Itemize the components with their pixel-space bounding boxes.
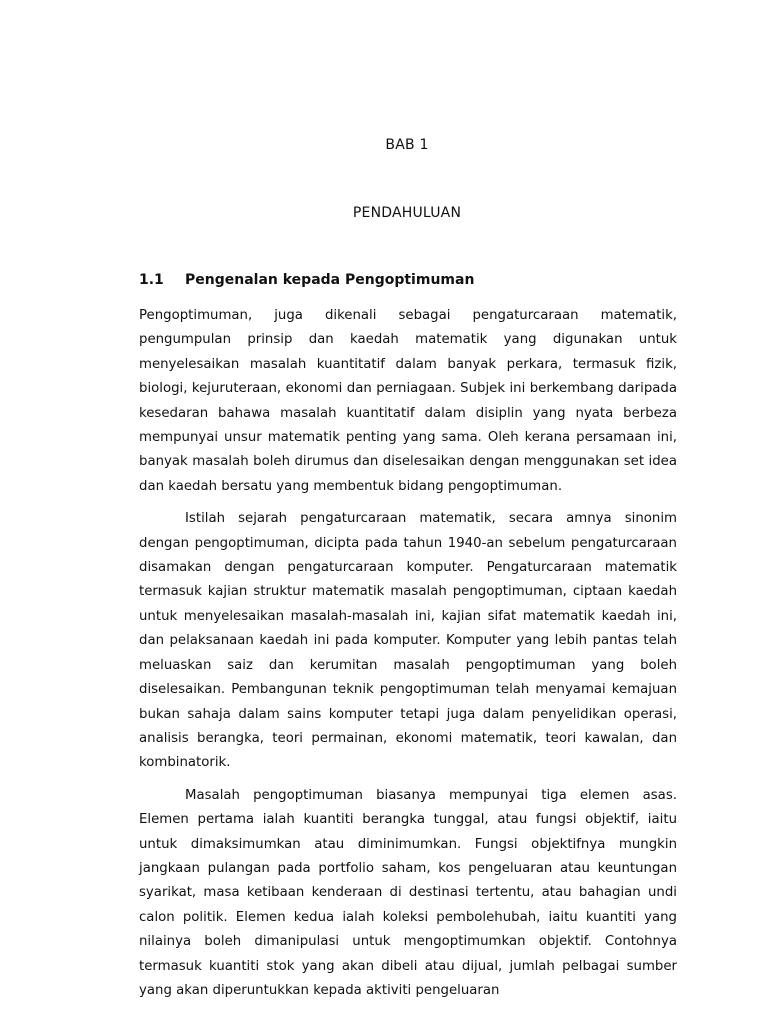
paragraph: Masalah pengoptimuman biasanya mempunyai tiga elemen asas. Elemen pertama ialah kuantiti berangka tunggal, atau fungsi objektif, iaitu untuk dimaksimumkan atau diminimumkan. Fungsi objektifnya mungkin jangkaan pulangan pada portfolio saham, kos pengeluaran atau keuntungan syarikat, masa ketibaan kenderaan di destinasi tertentu, atau bahagian undi calon politik. Elemen kedua ialah koleksi pembolehubah, iaitu kuantiti yang nilainya boleh dimanipulasi untuk mengoptimumkan objektif. Contohnya termasuk kuantiti stok yang akan dibeli atau dijual, jumlah pelbagai sumber yang akan diperuntukkan kepada aktiviti pengeluaran (139, 787, 677, 998)
section-title: Pengenalan kepada Pengoptimuman (185, 272, 475, 288)
section-heading (139, 272, 474, 288)
paragraph: Pengoptimuman, juga dikenali sebagai pengaturcaraan matematik, pengumpulan prinsip dan kaedah matematik yang digunakan untuk menyelesaikan masalah kuantitatif dalam banyak perkara, termasuk fizik, biologi, kejuruteraan, ekonomi dan perniagaan. Subjek ini berkembang daripada kesedaran bahawa masalah kuantitatif dalam disiplin yang nyata berbeza mempunyai unsur matematik penting yang sama. Oleh kerana persamaan ini, banyak masalah boleh dirumus dan diselesaikan dengan menggunakan set idea dan kaedah bersatu yang membentuk bidang pengoptimuman. (139, 308, 677, 494)
section-number: 1.1 (139, 272, 164, 288)
body-text (139, 304, 677, 1011)
paragraph: Istilah sejarah pengaturcaraan matematik, secara amnya sinonim dengan pengoptimuman, dicipta pada tahun 1940-an sebelum pengaturcaraan disamakan dengan pengaturcaraan komputer. Pengaturcaraan matematik termasuk kajian struktur matematik masalah pengoptimuman, ciptaan kaedah untuk menyelesaikan masalah-masalah ini, kajian sifat matematik kaedah ini, dan pelaksanaan kaedah ini pada komputer. Komputer yang lebih pantas telah meluaskan saiz dan kerumitan masalah pengoptimuman yang boleh diselesaikan. Pembangunan teknik pengoptimuman telah menyamai kemajuan bukan sahaja dalam sains komputer tetapi juga dalam penyelidikan operasi, analisis berangka, teori permainan, ekonomi matematik, teori kawalan, dan kombinatorik. (139, 511, 677, 771)
chapter-title: PENDAHULUAN (352, 205, 462, 221)
chapter-label: BAB 1 (385, 137, 429, 153)
